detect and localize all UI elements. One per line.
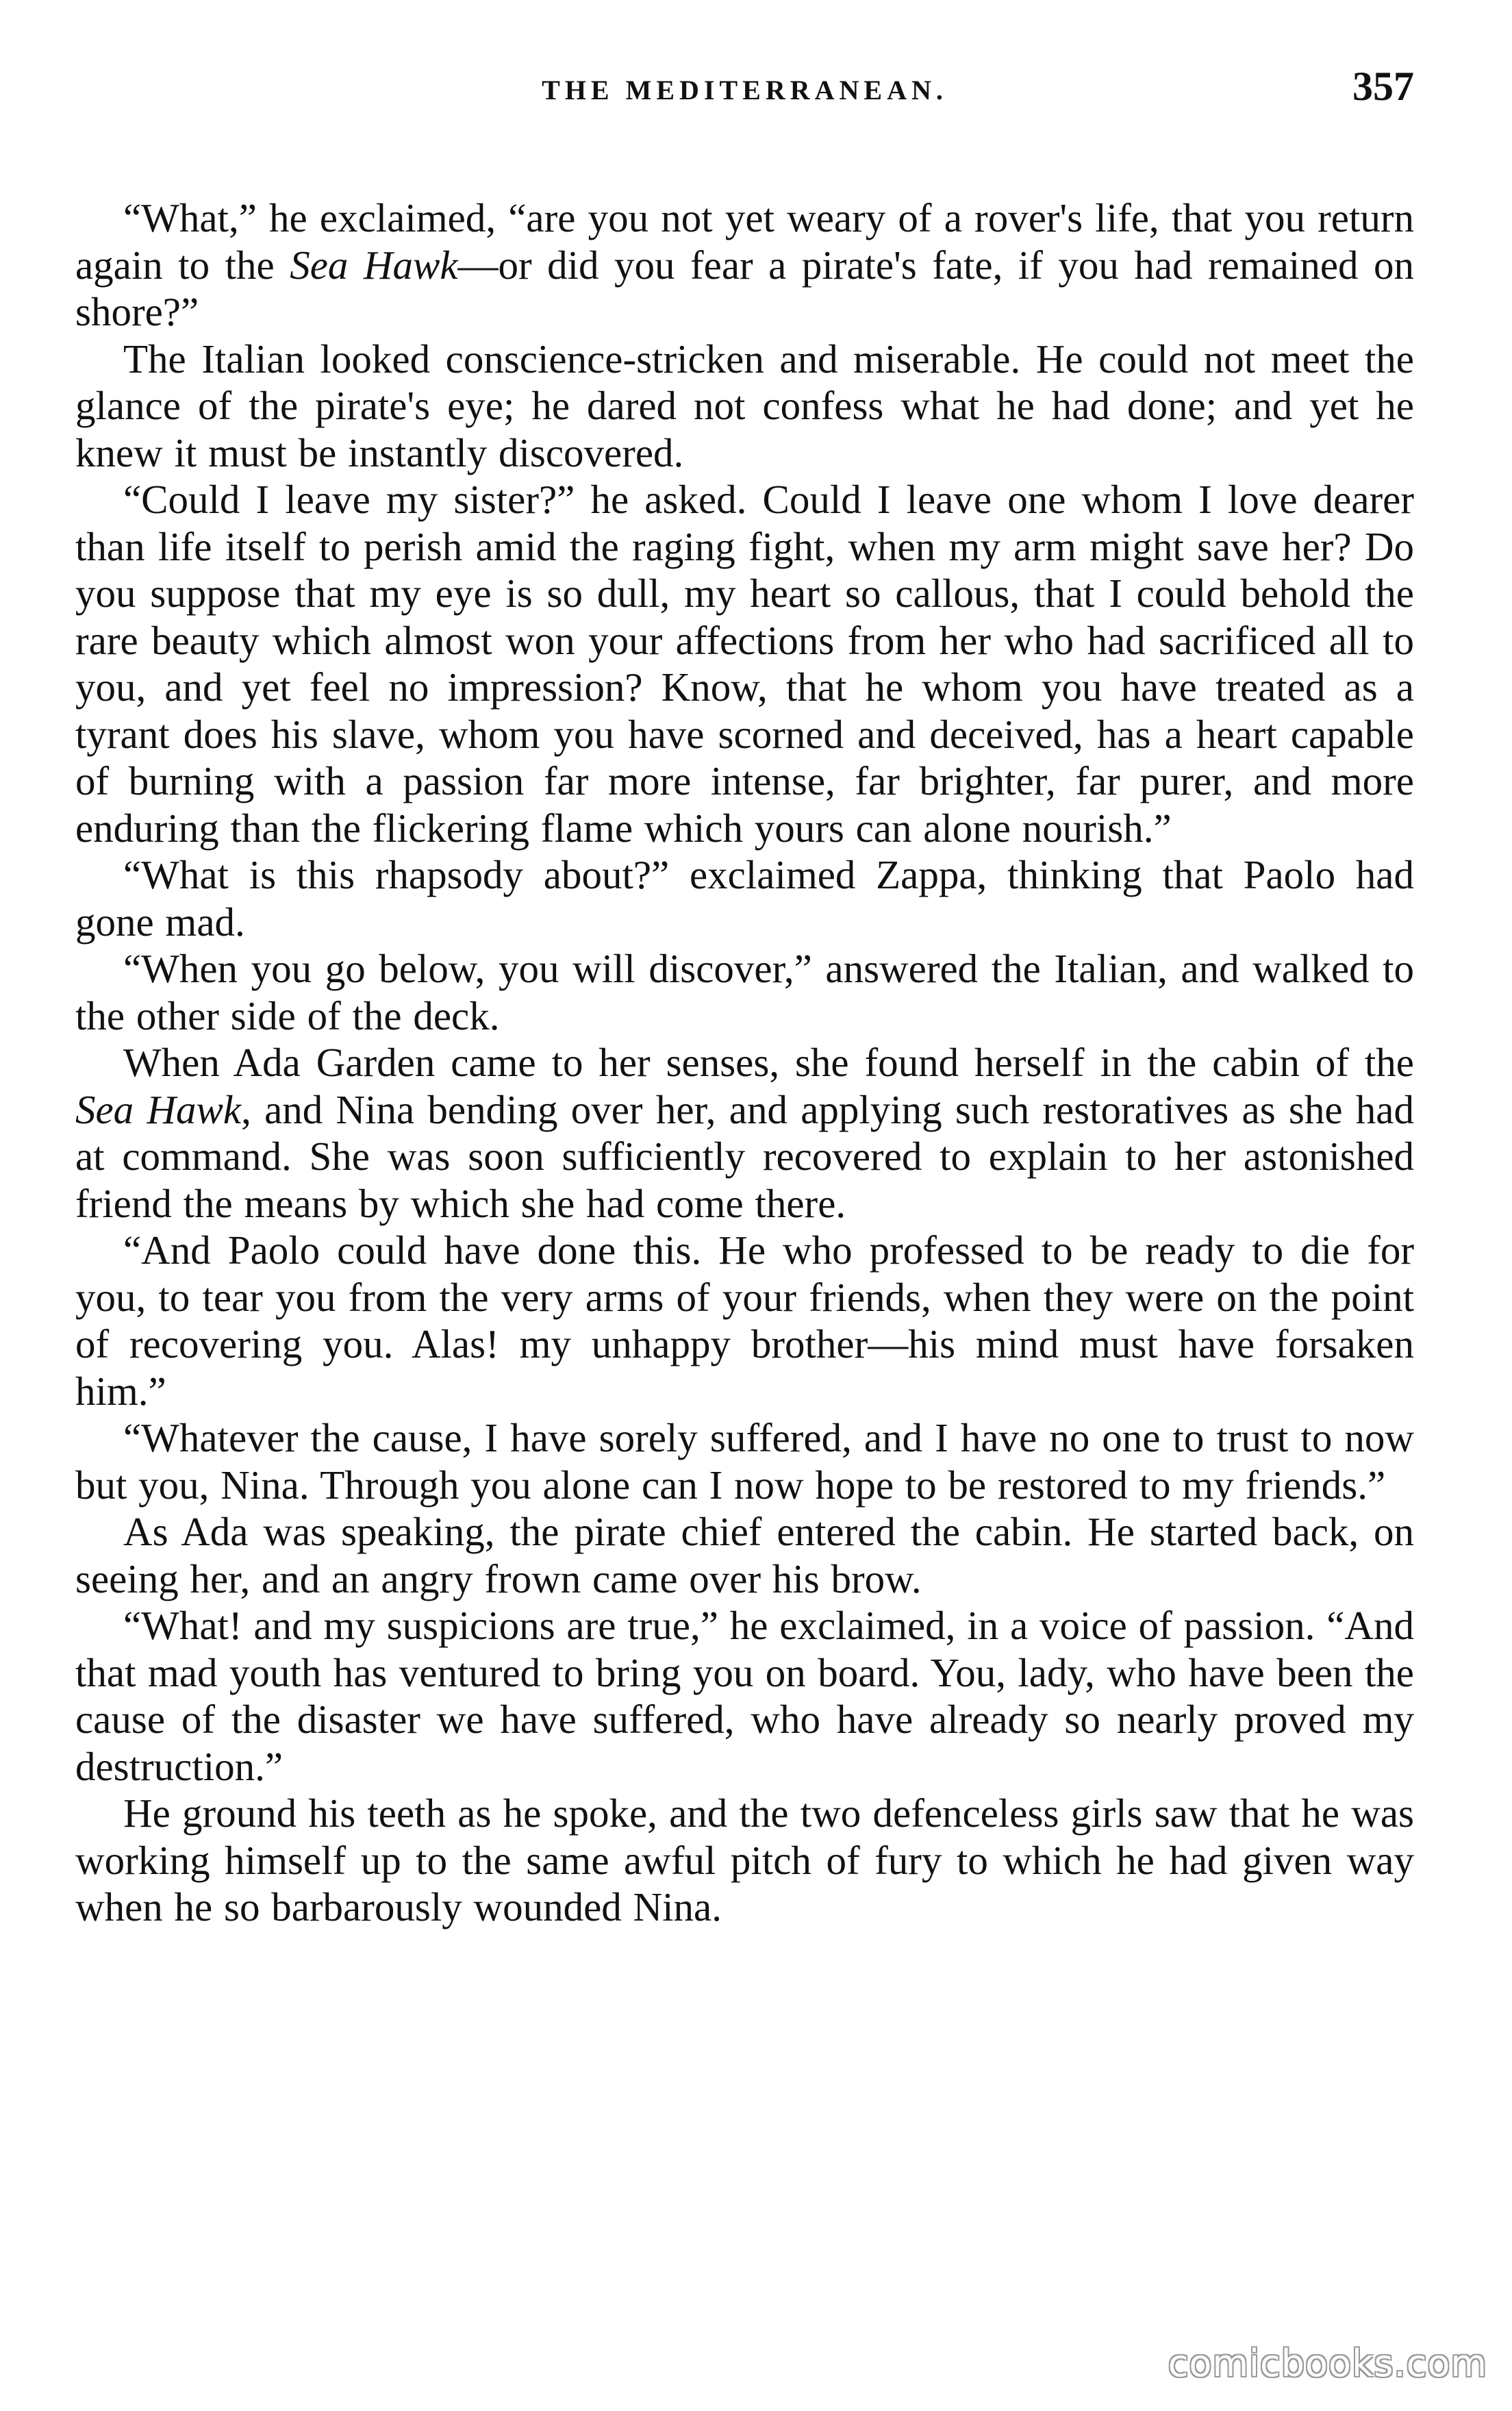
text-run: As Ada was speaking, the pirate chief entered the cabin. He started back, on seeing her, and an angry frown came over his brow. (75, 1509, 1414, 1601)
book-page (75, 60, 1414, 2348)
text-run: “What,” he exclaimed, “are you not yet weary of a rover's life, that you return again to the (75, 195, 1414, 288)
paragraph (75, 195, 1414, 336)
paragraph (75, 1227, 1414, 1414)
text-run: “And Paolo could have done this. He who professed to be ready to die for you, to tear you from the very arms of your friends, when they were on the point of recovering you. Alas! my unhappy brother—his mind must have forsaken him.” (75, 1227, 1414, 1414)
paragraph (75, 336, 1414, 477)
text-run: When Ada Garden came to her senses, she found herself in the cabin of the (123, 1040, 1414, 1085)
text-run: —or did you fear a pirate's fate, if you had remained on shore?” (75, 242, 1414, 334)
text-run: The Italian looked conscience-stricken and miserable. He could not meet the glance of the pirate's eye; he dared not confess what he had done; and yet he knew it must be instantly discovered. (75, 336, 1414, 475)
paragraph (75, 476, 1414, 851)
text-run: “What is this rhapsody about?” exclaimed Zappa, thinking that Paolo had gone mad. (75, 852, 1414, 945)
page-number: 357 (1352, 64, 1414, 109)
text-run: “Whatever the cause, I have sorely suffered, and I have no one to trust to now but you, Nina. Through you alone can I now hope to be restored to my friends.” (75, 1415, 1414, 1508)
paragraph (75, 945, 1414, 1039)
paragraph (75, 1414, 1414, 1508)
body-text (75, 195, 1414, 1931)
italic-text: Sea Hawk (290, 242, 458, 288)
paragraph (75, 851, 1414, 945)
paragraph (75, 1602, 1414, 1790)
page-header (75, 60, 1414, 114)
text-run: “Could I leave my sister?” he asked. Could I leave one whom I love dearer than life itself to perish amid the raging fight, when my arm might save her? Do you suppose that my eye is so dull, my heart so callous, that I could behold the rare beauty which almost won your affections from her who had sacrificed all to you, and yet feel no impression? Know, that he whom you have treated as a tyrant does his slave, whom you have scorned and deceived, has a heart capable of burning with a passion far more intense, far brighter, far purer, and more enduring than the flickering flame which yours can alone nourish.” (75, 477, 1414, 851)
paragraph (75, 1508, 1414, 1602)
watermark: comicbooks.com (1168, 2342, 1487, 2385)
italic-text: Sea Hawk (75, 1086, 242, 1132)
paragraph (75, 1039, 1414, 1227)
text-run: , and Nina bending over her, and applying such restoratives as she had at command. She was soon sufficiently recovered to explain to her astonished friend the means by which she had come there. (75, 1086, 1414, 1226)
text-run: He ground his teeth as he spoke, and the two defenceless girls saw that he was working himself up to the same awful pitch of fury to which he had given way when he so barbarously wounded Nina. (75, 1790, 1414, 1929)
running-title: THE MEDITERRANEAN. (542, 75, 948, 105)
text-run: “When you go below, you will discover,” answered the Italian, and walked to the other side of the deck. (75, 946, 1414, 1038)
text-run: “What! and my suspicions are true,” he exclaimed, in a voice of passion. “And that mad youth has ventured to bring you on board. You, lady, who have been the cause of the disaster we have suffered, who have already so nearly proved my destruction.” (75, 1603, 1414, 1789)
paragraph (75, 1790, 1414, 1931)
